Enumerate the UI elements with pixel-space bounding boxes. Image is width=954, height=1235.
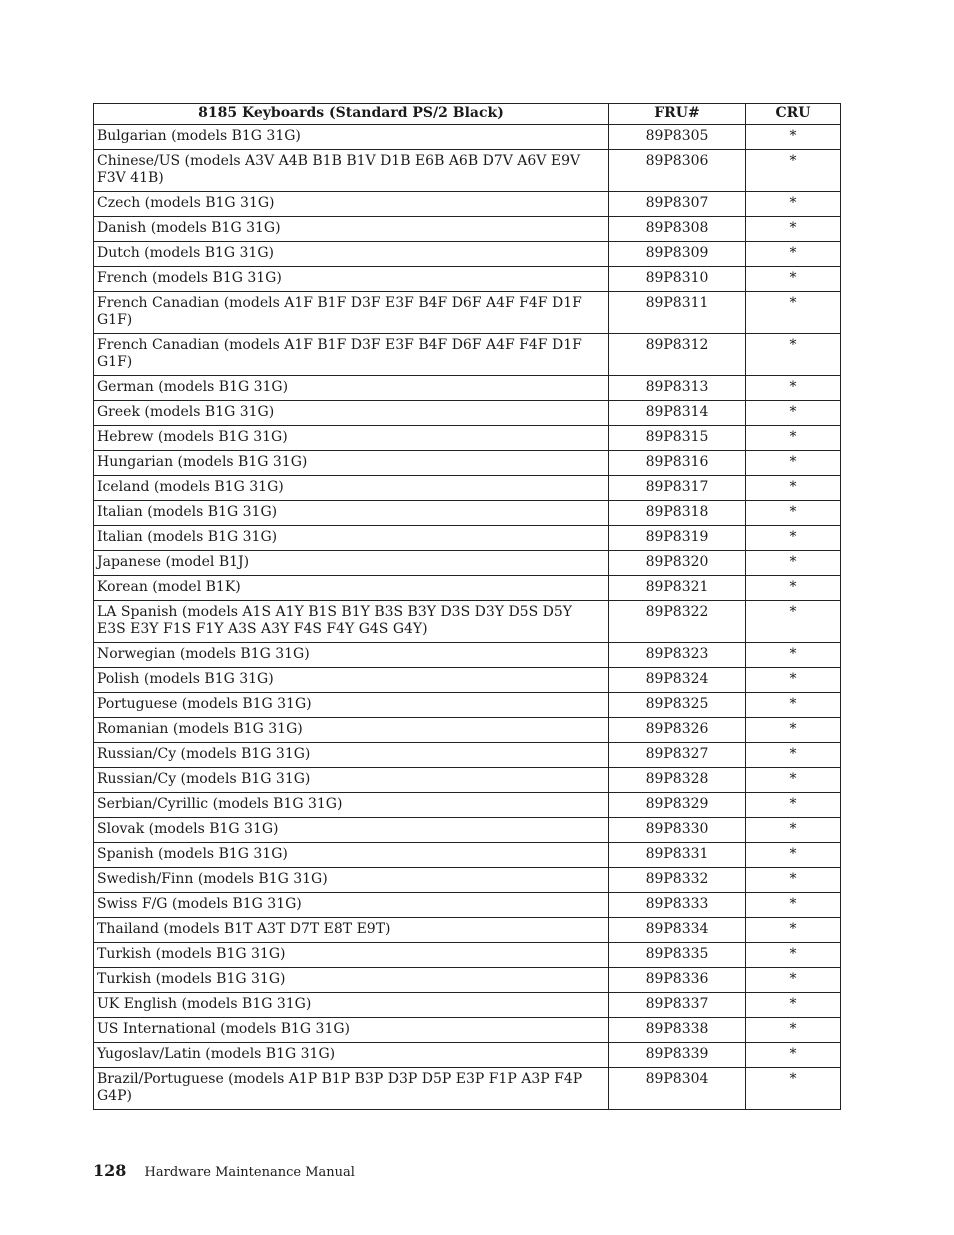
- keyboard-description: Korean (model B1K): [94, 576, 609, 601]
- table-row: [94, 918, 841, 943]
- table-row: [94, 1018, 841, 1043]
- keyboard-description: Spanish (models B1G 31G): [94, 843, 609, 868]
- keyboard-description: Italian (models B1G 31G): [94, 501, 609, 526]
- table-row: [94, 601, 841, 643]
- table-row: [94, 426, 841, 451]
- table-row: [94, 292, 841, 334]
- cru-marker: *: [746, 968, 841, 993]
- cru-marker: *: [746, 426, 841, 451]
- keyboard-description: Dutch (models B1G 31G): [94, 242, 609, 267]
- keyboard-description: Italian (models B1G 31G): [94, 526, 609, 551]
- table-row: [94, 943, 841, 968]
- cru-marker: *: [746, 1018, 841, 1043]
- fru-number: 89P8321: [609, 576, 746, 601]
- keyboard-description: Yugoslav/Latin (models B1G 31G): [94, 1043, 609, 1068]
- fru-number: 89P8309: [609, 242, 746, 267]
- table-row: [94, 993, 841, 1018]
- fru-number: 89P8339: [609, 1043, 746, 1068]
- fru-number: 89P8308: [609, 217, 746, 242]
- table-row: [94, 476, 841, 501]
- table-row: [94, 242, 841, 267]
- fru-number: 89P8305: [609, 125, 746, 150]
- cru-marker: *: [746, 743, 841, 768]
- table-row: [94, 843, 841, 868]
- fru-number: 89P8307: [609, 192, 746, 217]
- keyboard-description: Norwegian (models B1G 31G): [94, 643, 609, 668]
- cru-marker: *: [746, 868, 841, 893]
- cru-marker: *: [746, 768, 841, 793]
- fru-number: 89P8316: [609, 451, 746, 476]
- fru-number: 89P8327: [609, 743, 746, 768]
- cru-marker: *: [746, 993, 841, 1018]
- keyboard-description: Brazil/Portuguese (models A1P B1P B3P D3P D5P E3P F1P A3P F4P G4P): [94, 1068, 609, 1110]
- table-row: [94, 451, 841, 476]
- table-row: [94, 768, 841, 793]
- fru-number: 89P8329: [609, 793, 746, 818]
- header-description: 8185 Keyboards (Standard PS/2 Black): [94, 104, 609, 125]
- fru-number: 89P8306: [609, 150, 746, 192]
- table-row: [94, 643, 841, 668]
- table-row: [94, 718, 841, 743]
- fru-number: 89P8325: [609, 693, 746, 718]
- keyboard-parts-table: [93, 103, 841, 1110]
- keyboard-description: Turkish (models B1G 31G): [94, 943, 609, 968]
- fru-number: 89P8332: [609, 868, 746, 893]
- cru-marker: *: [746, 718, 841, 743]
- keyboard-description: Russian/Cy (models B1G 31G): [94, 743, 609, 768]
- cru-marker: *: [746, 526, 841, 551]
- fru-number: 89P8310: [609, 267, 746, 292]
- keyboard-description: French Canadian (models A1F B1F D3F E3F B4F D6F A4F F4F D1F G1F): [94, 334, 609, 376]
- table-row: [94, 125, 841, 150]
- header-cru: CRU: [746, 104, 841, 125]
- fru-number: 89P8335: [609, 943, 746, 968]
- keyboard-description: LA Spanish (models A1S A1Y B1S B1Y B3S B3Y D3S D3Y D5S D5Y E3S E3Y F1S F1Y A3S A3Y F4S F4Y G4S G4Y): [94, 601, 609, 643]
- table-row: [94, 1043, 841, 1068]
- keyboard-description: Portuguese (models B1G 31G): [94, 693, 609, 718]
- keyboard-description: Swedish/Finn (models B1G 31G): [94, 868, 609, 893]
- cru-marker: *: [746, 125, 841, 150]
- keyboard-description: Bulgarian (models B1G 31G): [94, 125, 609, 150]
- keyboard-description: Danish (models B1G 31G): [94, 217, 609, 242]
- keyboard-description: Greek (models B1G 31G): [94, 401, 609, 426]
- fru-number: 89P8326: [609, 718, 746, 743]
- table-row: [94, 551, 841, 576]
- table-row: [94, 668, 841, 693]
- cru-marker: *: [746, 576, 841, 601]
- keyboard-description: Hebrew (models B1G 31G): [94, 426, 609, 451]
- fru-number: 89P8317: [609, 476, 746, 501]
- fru-number: 89P8334: [609, 918, 746, 943]
- cru-marker: *: [746, 267, 841, 292]
- table-row: [94, 376, 841, 401]
- cru-marker: *: [746, 376, 841, 401]
- fru-number: 89P8336: [609, 968, 746, 993]
- cru-marker: *: [746, 943, 841, 968]
- fru-number: 89P8319: [609, 526, 746, 551]
- cru-marker: *: [746, 150, 841, 192]
- keyboard-description: Iceland (models B1G 31G): [94, 476, 609, 501]
- fru-number: 89P8323: [609, 643, 746, 668]
- fru-number: 89P8318: [609, 501, 746, 526]
- table-row: [94, 192, 841, 217]
- cru-marker: *: [746, 451, 841, 476]
- cru-marker: *: [746, 693, 841, 718]
- fru-number: 89P8337: [609, 993, 746, 1018]
- manual-title: Hardware Maintenance Manual: [144, 1165, 355, 1180]
- fru-number: 89P8328: [609, 768, 746, 793]
- table-row: [94, 743, 841, 768]
- cru-marker: *: [746, 501, 841, 526]
- table-row: [94, 893, 841, 918]
- table-row: [94, 501, 841, 526]
- keyboard-description: US International (models B1G 31G): [94, 1018, 609, 1043]
- cru-marker: *: [746, 192, 841, 217]
- table-row: [94, 818, 841, 843]
- keyboard-description: Turkish (models B1G 31G): [94, 968, 609, 993]
- fru-number: 89P8324: [609, 668, 746, 693]
- keyboard-description: Romanian (models B1G 31G): [94, 718, 609, 743]
- table-row: [94, 401, 841, 426]
- cru-marker: *: [746, 601, 841, 643]
- fru-number: 89P8313: [609, 376, 746, 401]
- fru-number: 89P8312: [609, 334, 746, 376]
- fru-number: 89P8322: [609, 601, 746, 643]
- cru-marker: *: [746, 668, 841, 693]
- table-row: [94, 217, 841, 242]
- fru-number: 89P8315: [609, 426, 746, 451]
- cru-marker: *: [746, 818, 841, 843]
- table-header-row: [94, 104, 841, 125]
- keyboard-description: Japanese (model B1J): [94, 551, 609, 576]
- fru-number: 89P8333: [609, 893, 746, 918]
- cru-marker: *: [746, 918, 841, 943]
- page-number: 128: [93, 1161, 127, 1180]
- table-row: [94, 526, 841, 551]
- keyboard-description: Chinese/US (models A3V A4B B1B B1V D1B E6B A6B D7V A6V E9V F3V 41B): [94, 150, 609, 192]
- cru-marker: *: [746, 292, 841, 334]
- page-footer: [93, 1161, 355, 1180]
- cru-marker: *: [746, 476, 841, 501]
- keyboard-description: Thailand (models B1T A3T D7T E8T E9T): [94, 918, 609, 943]
- fru-number: 89P8320: [609, 551, 746, 576]
- table-row: [94, 267, 841, 292]
- cru-marker: *: [746, 793, 841, 818]
- keyboard-description: Polish (models B1G 31G): [94, 668, 609, 693]
- cru-marker: *: [746, 334, 841, 376]
- cru-marker: *: [746, 843, 841, 868]
- keyboard-description: UK English (models B1G 31G): [94, 993, 609, 1018]
- cru-marker: *: [746, 217, 841, 242]
- cru-marker: *: [746, 893, 841, 918]
- fru-number: 89P8330: [609, 818, 746, 843]
- cru-marker: *: [746, 551, 841, 576]
- cru-marker: *: [746, 242, 841, 267]
- fru-number: 89P8331: [609, 843, 746, 868]
- keyboard-description: Swiss F/G (models B1G 31G): [94, 893, 609, 918]
- cru-marker: *: [746, 1043, 841, 1068]
- keyboard-description: German (models B1G 31G): [94, 376, 609, 401]
- cru-marker: *: [746, 643, 841, 668]
- table-row: [94, 968, 841, 993]
- table-row: [94, 1068, 841, 1110]
- keyboard-description: Slovak (models B1G 31G): [94, 818, 609, 843]
- fru-number: 89P8338: [609, 1018, 746, 1043]
- fru-number: 89P8311: [609, 292, 746, 334]
- keyboard-description: Russian/Cy (models B1G 31G): [94, 768, 609, 793]
- table-row: [94, 576, 841, 601]
- keyboard-description: Serbian/Cyrillic (models B1G 31G): [94, 793, 609, 818]
- keyboard-description: Hungarian (models B1G 31G): [94, 451, 609, 476]
- fru-number: 89P8304: [609, 1068, 746, 1110]
- table-row: [94, 793, 841, 818]
- header-fru: FRU#: [609, 104, 746, 125]
- cru-marker: *: [746, 401, 841, 426]
- cru-marker: *: [746, 1068, 841, 1110]
- table-row: [94, 693, 841, 718]
- table-row: [94, 150, 841, 192]
- table-row: [94, 334, 841, 376]
- keyboard-description: French Canadian (models A1F B1F D3F E3F B4F D6F A4F F4F D1F G1F): [94, 292, 609, 334]
- fru-number: 89P8314: [609, 401, 746, 426]
- keyboard-description: French (models B1G 31G): [94, 267, 609, 292]
- table-row: [94, 868, 841, 893]
- keyboard-description: Czech (models B1G 31G): [94, 192, 609, 217]
